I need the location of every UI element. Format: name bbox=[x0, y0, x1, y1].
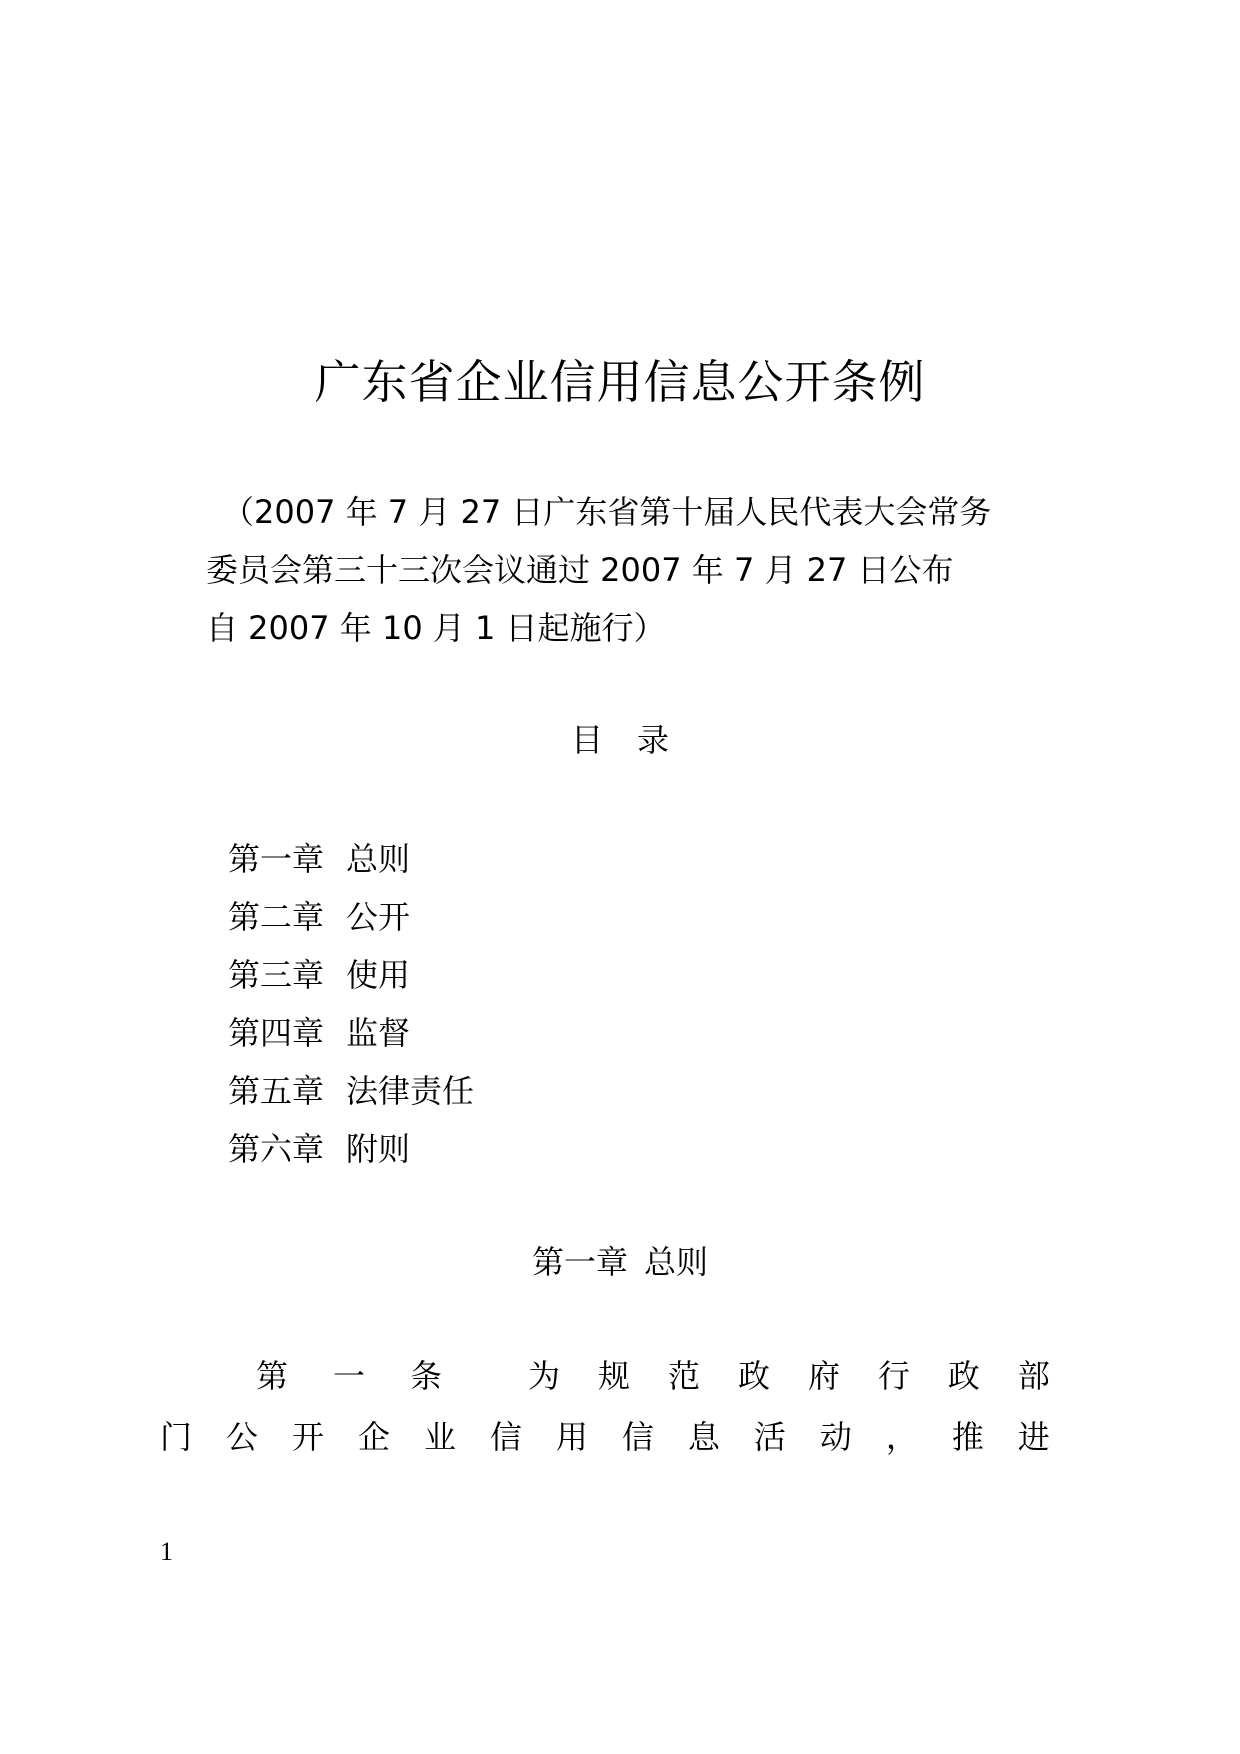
article-char: 公 bbox=[225, 1418, 258, 1456]
adoption-note-line-2: 委员会第三十三次会议通过 2007 年 7 月 27 日公布 bbox=[206, 551, 954, 589]
article-char: 信 bbox=[489, 1418, 522, 1456]
adoption-note-line-3: 自 2007 年 10 月 1 日起施行） bbox=[206, 609, 666, 647]
toc-item-title: 附则 bbox=[346, 1130, 411, 1168]
toc-item bbox=[228, 1062, 474, 1120]
page-number: 1 bbox=[160, 1537, 173, 1566]
toc-heading: 目录 bbox=[570, 721, 703, 759]
article-char: 进 bbox=[1017, 1418, 1050, 1456]
document-title: 广东省企业信用信息公开条例 bbox=[314, 355, 926, 409]
toc-item-title: 监督 bbox=[346, 1014, 411, 1052]
article-char: 企 bbox=[357, 1418, 390, 1456]
article-char: 第 bbox=[256, 1357, 289, 1395]
toc-item bbox=[228, 1004, 474, 1062]
adoption-note bbox=[206, 483, 1046, 657]
article-1-line-1 bbox=[160, 1354, 1050, 1398]
article-char: 规 bbox=[597, 1357, 630, 1395]
toc-item-number: 第五章 bbox=[228, 1072, 325, 1110]
article-char: 动 bbox=[819, 1418, 852, 1456]
article-char: 信 bbox=[621, 1418, 654, 1456]
toc-item bbox=[228, 1120, 474, 1178]
chapter-heading bbox=[0, 1240, 1240, 1284]
article-char: 业 bbox=[423, 1418, 456, 1456]
article-char: 政 bbox=[737, 1357, 770, 1395]
article-1-number bbox=[256, 1354, 442, 1398]
chapter-title: 总则 bbox=[644, 1243, 709, 1281]
chapter-number: 第一章 bbox=[531, 1243, 628, 1281]
adoption-note-line-1: （2007 年 7 月 27 日广东省第十届人民代表大会常务 bbox=[222, 493, 992, 531]
article-char: 息 bbox=[687, 1418, 720, 1456]
toc-item-title: 法律责任 bbox=[346, 1072, 475, 1110]
article-char: 条 bbox=[409, 1357, 442, 1395]
toc-item-number: 第一章 bbox=[228, 840, 325, 878]
article-char: 政 bbox=[947, 1357, 980, 1395]
toc-item-number: 第二章 bbox=[228, 898, 325, 936]
article-char: 一 bbox=[332, 1357, 365, 1395]
article-char: ， bbox=[885, 1418, 918, 1456]
toc-item-number: 第三章 bbox=[228, 956, 325, 994]
article-char: 为 bbox=[528, 1357, 561, 1395]
toc-item-number: 第四章 bbox=[228, 1014, 325, 1052]
table-of-contents bbox=[228, 830, 474, 1178]
article-char: 府 bbox=[807, 1357, 840, 1395]
article-1-text-start bbox=[528, 1354, 1050, 1398]
toc-item-title: 总则 bbox=[346, 840, 411, 878]
article-char: 推 bbox=[951, 1418, 984, 1456]
toc-item-number: 第六章 bbox=[228, 1130, 325, 1168]
article-char: 部 bbox=[1017, 1357, 1050, 1395]
article-char: 活 bbox=[753, 1418, 786, 1456]
toc-item bbox=[228, 830, 474, 888]
toc-item-title: 使用 bbox=[346, 956, 411, 994]
toc-item bbox=[228, 946, 474, 1004]
toc-item-title: 公开 bbox=[346, 898, 411, 936]
article-char: 用 bbox=[555, 1418, 588, 1456]
article-char: 范 bbox=[667, 1357, 700, 1395]
article-char: 门 bbox=[160, 1418, 193, 1456]
article-char: 行 bbox=[877, 1357, 910, 1395]
article-char: 开 bbox=[291, 1418, 324, 1456]
article-1-line-2 bbox=[160, 1415, 1050, 1459]
toc-item bbox=[228, 888, 474, 946]
